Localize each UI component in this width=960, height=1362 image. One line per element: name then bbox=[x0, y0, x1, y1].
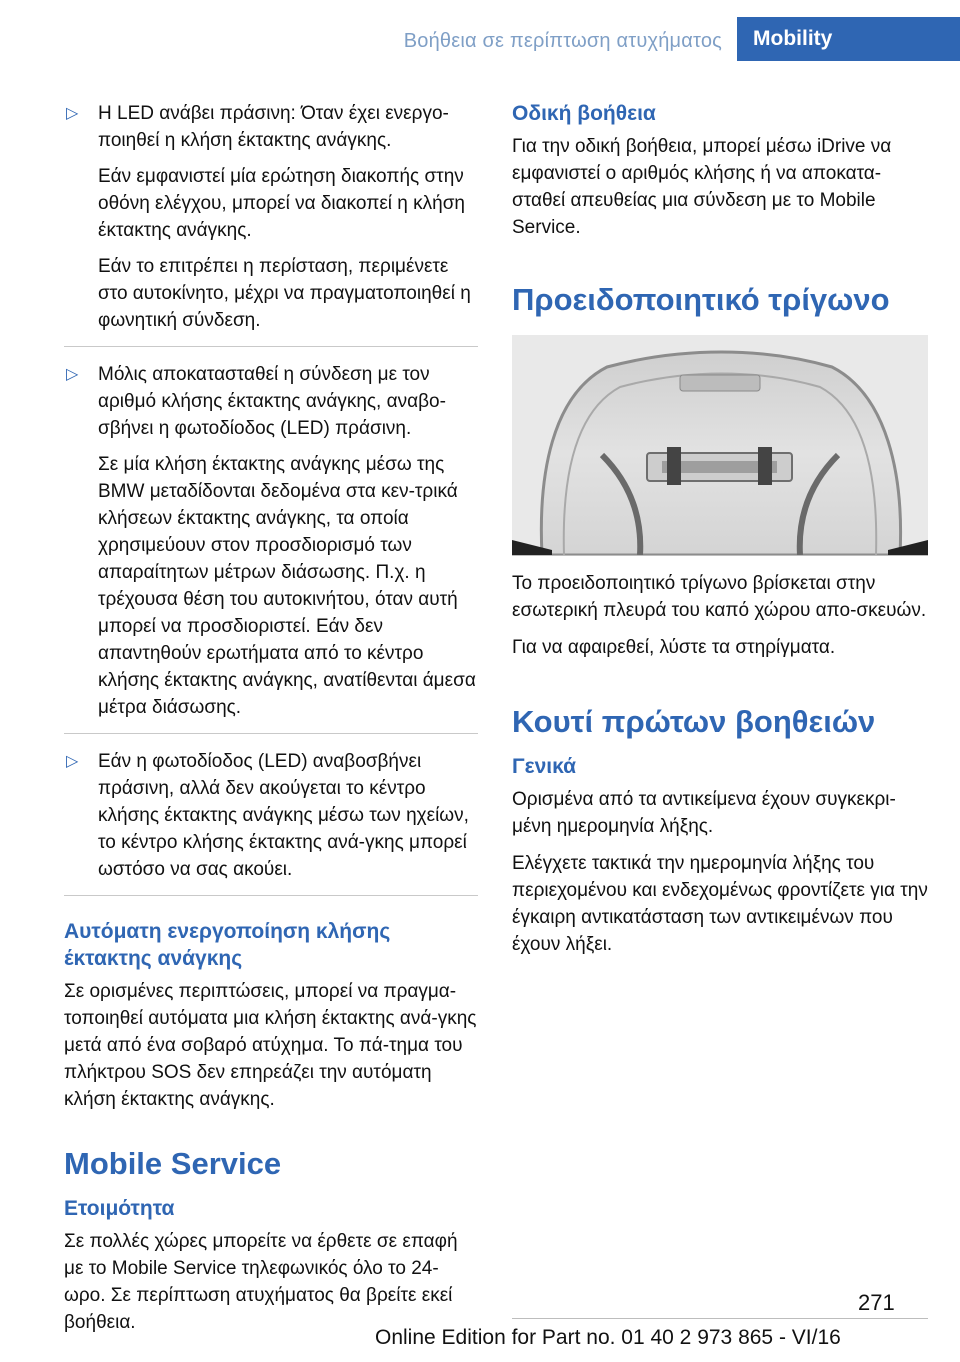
page-number: 271 bbox=[858, 1290, 895, 1315]
general-heading: Γενικά bbox=[512, 755, 577, 778]
list-item bbox=[64, 100, 478, 347]
triangle-bullet-icon: ▷ bbox=[66, 753, 79, 770]
roadside-text: Για την οδική βοήθεια, μπορεί μέσω iDrive να εμφανιστεί ο αριθμός κλήσης ή να αποκατα‐σταθεί απευθείας μια σύνδεση με το Mobile Service. bbox=[512, 136, 892, 238]
triangle-bullet-icon: ▷ bbox=[66, 366, 79, 383]
triangle-location-text: Το προειδοποιητικό τρίγωνο βρίσκεται στην εσωτερική πλευρά του καπό χώρου απο‐σκευών. bbox=[512, 573, 927, 621]
triangle-bullet-icon: ▷ bbox=[66, 105, 79, 122]
auto-call-heading: Αυτόματη ενεργοποίηση κλήσης έκτακτης ανάγκης bbox=[64, 920, 391, 970]
triangle-remove-text: Για να αφαιρεθεί, λύστε τα στηρίγματα. bbox=[512, 637, 836, 658]
general-text: Ελέγχετε τακτικά την ημερομηνία λήξης του περιεχομένου και ενδεχομένως φροντίζετε για την έγκαιρη αντικατάσταση των αντικειμένων που έχουν λήξει. bbox=[512, 853, 928, 955]
paragraph: Η LED ανάβει πράσινη: Όταν έχει ενεργο‐ποιηθεί η κλήση έκτακτης ανάγκης. bbox=[98, 103, 449, 151]
list-item bbox=[64, 361, 478, 734]
list-item bbox=[64, 748, 478, 896]
paragraph: Εάν εμφανιστεί μία ερώτηση διακοπής στην οθόνη ελέγχου, μπορεί να διακοπεί η κλήση έκτακτης ανάγκης. bbox=[98, 166, 465, 241]
footer-divider bbox=[512, 1318, 928, 1319]
roadside-heading: Οδική βοήθεια bbox=[512, 102, 656, 125]
right-column bbox=[512, 100, 928, 968]
chapter-tab: Mobility bbox=[737, 17, 960, 61]
edition-footer: Online Edition for Part no. 01 40 2 973 865 - VI/16 bbox=[375, 1326, 841, 1349]
paragraph: Εάν η φωτοδίοδος (LED) αναβοσβήνει πράσινη, αλλά δεν ακούγεται το κέντρο κλήσης έκτακτης ανάγκης μέσω των ηχείων, το κέντρο κλήσης έκτακτης ανά‐γκης μπορεί ωστόσο να σας ακούει. bbox=[98, 751, 469, 880]
first-aid-heading: Κουτί πρώτων βοηθειών bbox=[512, 704, 876, 739]
availability-heading: Ετοιμότητα bbox=[64, 1197, 175, 1220]
section-title: Βοήθεια σε περίπτωση ατυχήματος bbox=[403, 30, 722, 52]
left-column bbox=[64, 100, 478, 1346]
availability-text: Σε πολλές χώρες μπορείτε να έρθετε σε επαφή με το Mobile Service τηλεφωνικός όλο το 24-ωρο. Σε περίπτωση ατυχήματος θα βρείτε εκεί βοήθεια. bbox=[64, 1231, 458, 1333]
general-text: Ορισμένα από τα αντικείμενα έχουν συγκεκρι‐μένη ημερομηνία λήξης. bbox=[512, 789, 896, 837]
page-header bbox=[0, 0, 960, 62]
trunk-lid-image bbox=[512, 335, 928, 556]
mobile-service-heading: Mobile Service bbox=[64, 1146, 282, 1181]
paragraph: Σε μία κλήση έκτακτης ανάγκης μέσω της BMW μεταδίδονται δεδομένα στα κεν‐τρικά κλήσεων έκτακτης ανάγκης, τα οποία χρησιμεύουν στον προσδιορισμό των απαραίτητων μέτρων διάσωσης. Π.χ. η τρέχουσα θέση του αυτοκινήτου, όταν αυτή μπορεί να προσδιοριστεί. Εάν δεν απαντηθούν ερωτήματα από το κέντρο κλήσης έκτακτης ανάγκης, ανατίθενται άμεσα μέτρα διάσωσης. bbox=[98, 454, 476, 718]
paragraph: Μόλις αποκατασταθεί η σύνδεση με τον αριθμό κλήσης έκτακτης ανάγκης, αναβο‐σβήνει η φωτοδίοδος (LED) πράσινη. bbox=[98, 364, 446, 439]
warning-triangle-heading: Προειδοποιητικό τρίγωνο bbox=[512, 282, 890, 317]
paragraph: Εάν το επιτρέπει η περίσταση, περιμένετε στο αυτοκίνητο, μέχρι να πραγματοποιηθεί η φωνητική σύνδεση. bbox=[98, 256, 471, 331]
auto-call-text: Σε ορισμένες περιπτώσεις, μπορεί να πραγμα‐τοποιηθεί αυτόματα μια κλήση έκτακτης ανά‐γκης μετά από ένα σοβαρό ατύχημα. Το πά‐τημα του πλήκτρου SOS δεν επηρεάζει την αυτόματη κλήση έκτακτης ανάγκης. bbox=[64, 981, 477, 1110]
